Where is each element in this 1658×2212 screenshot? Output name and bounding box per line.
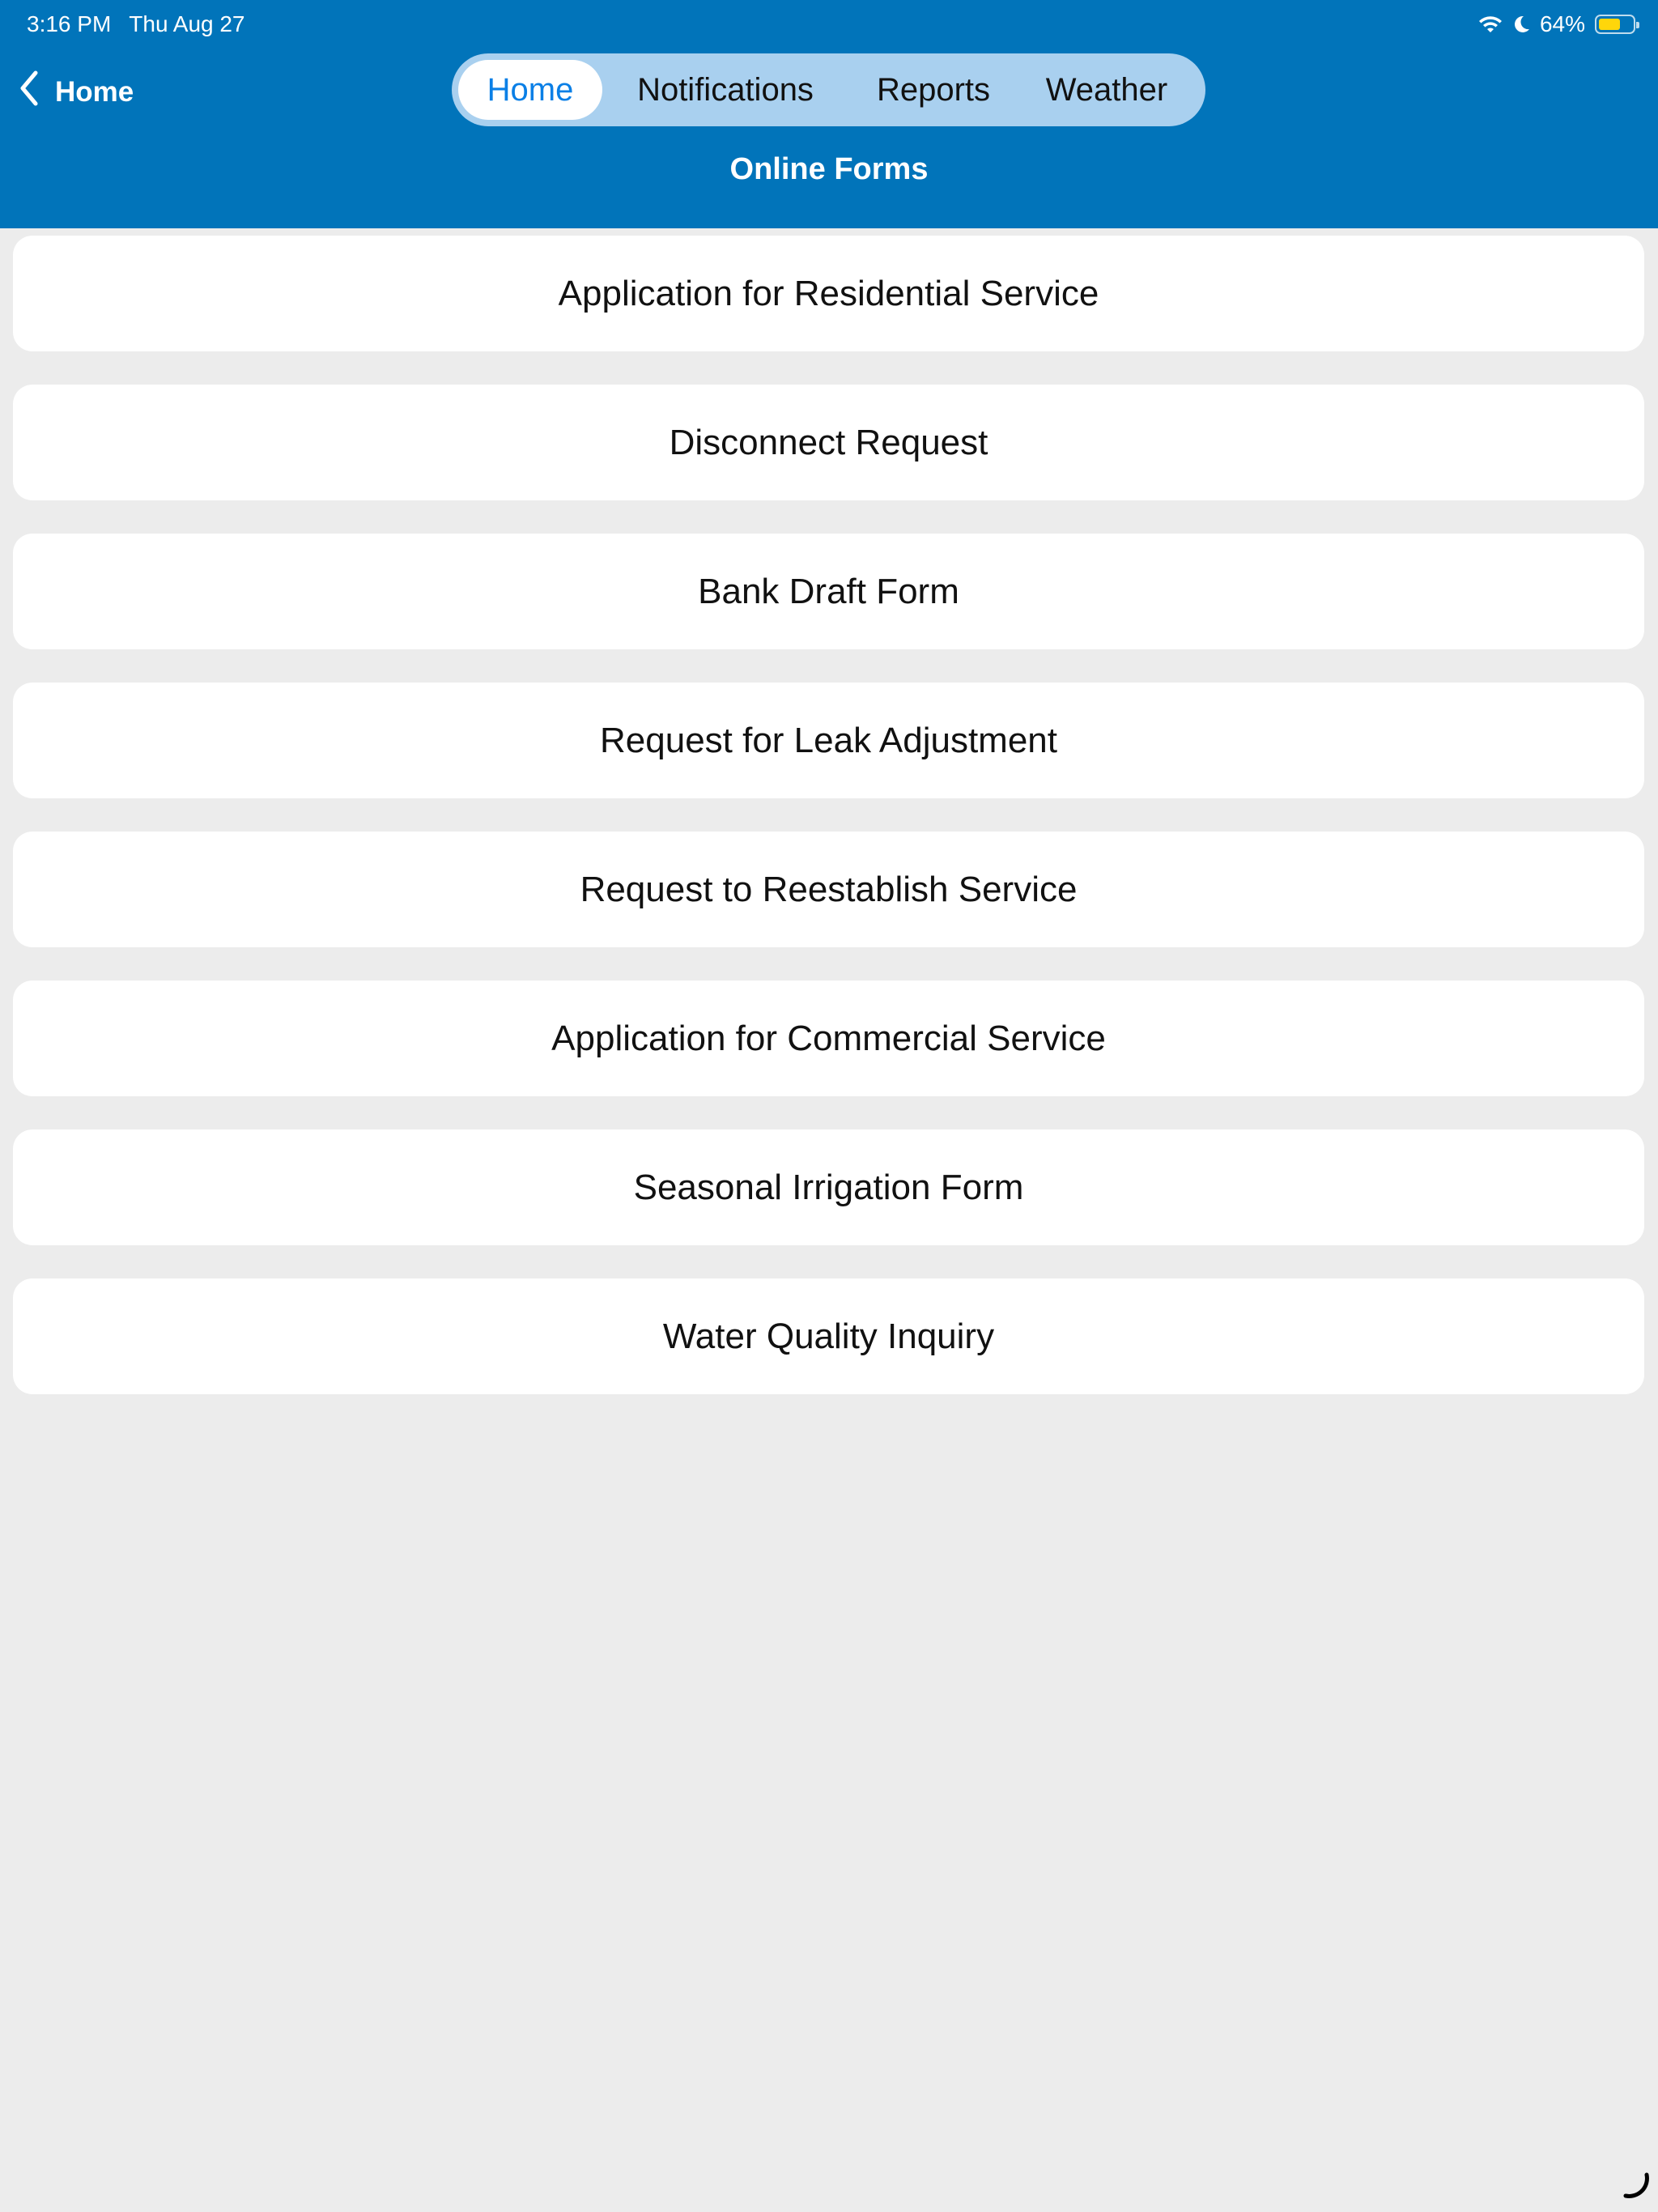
tab-reports[interactable]: Reports — [876, 71, 991, 108]
battery-percent: 64% — [1539, 11, 1585, 36]
form-commercial-service[interactable]: Application for Commercial Service — [13, 981, 1644, 1096]
battery-fill — [1599, 19, 1620, 30]
chevron-left-icon — [18, 70, 40, 114]
status-date: Thu Aug 27 — [129, 11, 245, 36]
form-disconnect-request[interactable]: Disconnect Request — [13, 385, 1644, 500]
form-bank-draft[interactable]: Bank Draft Form — [13, 534, 1644, 649]
tab-home[interactable]: Home — [458, 60, 602, 120]
battery-icon — [1595, 15, 1635, 34]
form-water-quality-inquiry[interactable]: Water Quality Inquiry — [13, 1278, 1644, 1394]
status-bar-right — [1478, 11, 1635, 37]
form-seasonal-irrigation[interactable]: Seasonal Irrigation Form — [13, 1129, 1644, 1245]
page-title: Online Forms — [729, 152, 929, 186]
back-button-label: Home — [55, 75, 134, 108]
tab-notifications[interactable]: Notifications — [637, 71, 814, 108]
form-residential-service[interactable]: Application for Residential Service — [13, 236, 1644, 351]
status-time: 3:16 PM — [27, 11, 112, 36]
back-button[interactable] — [18, 70, 134, 114]
status-bar-left — [27, 11, 245, 37]
app-header — [0, 0, 1658, 228]
tab-bar — [452, 53, 1205, 126]
wifi-icon — [1478, 15, 1503, 34]
tab-weather[interactable]: Weather — [1045, 71, 1168, 108]
loading-spinner-icon — [1619, 2170, 1652, 2206]
form-list — [13, 236, 1644, 1427]
moon-icon — [1512, 15, 1530, 34]
battery-cap — [1636, 22, 1639, 28]
form-leak-adjustment[interactable]: Request for Leak Adjustment — [13, 683, 1644, 798]
form-reestablish-service[interactable]: Request to Reestablish Service — [13, 832, 1644, 947]
